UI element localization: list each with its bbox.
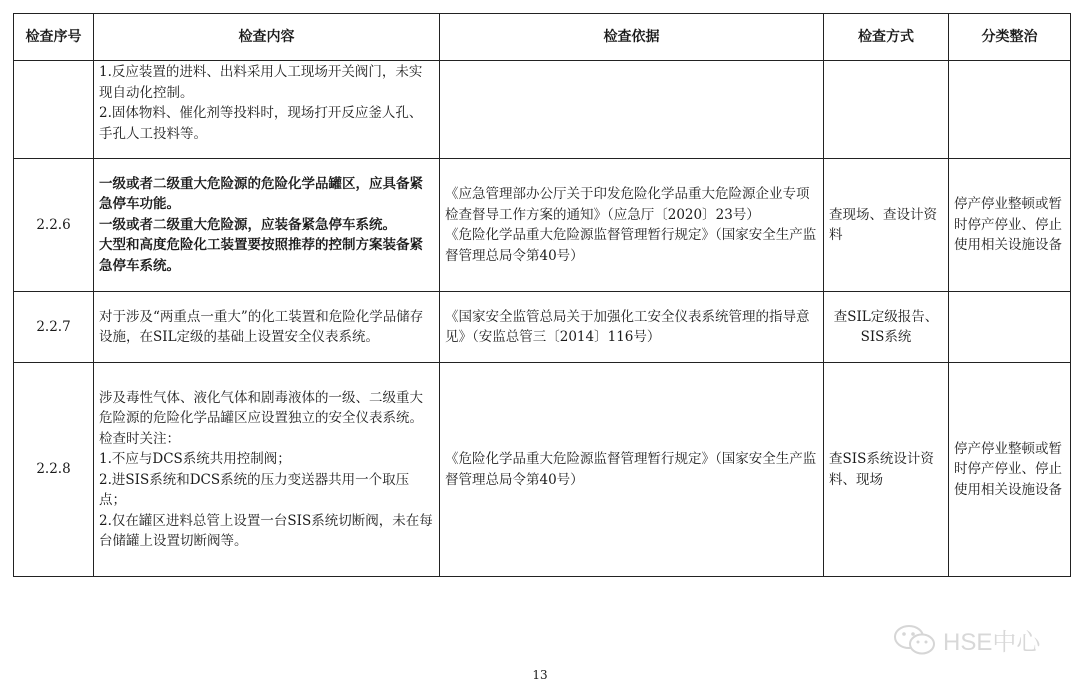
- table-row: [14, 292, 1071, 363]
- check-content: [94, 159, 440, 292]
- header-content: 检查内容: [94, 14, 440, 61]
- content-line: 检查时关注：: [99, 430, 180, 447]
- check-content: [94, 61, 440, 159]
- page-number: 13: [532, 668, 548, 682]
- header-basis: 检查依据: [440, 14, 824, 61]
- check-method: 查SIL定级报告、SIS系统: [824, 292, 949, 363]
- header-num: 检查序号: [14, 14, 94, 61]
- rectify-category: [949, 61, 1071, 159]
- content-line: 对于涉及“两重点一重大”的化工装置和危险化学品储存设施，在SIL定级的基础上设置安全仪表系统。: [99, 308, 424, 345]
- table-row: [14, 61, 1071, 159]
- content-line: 一级或者二级重大危险源，应装备紧急停车系统。: [99, 216, 396, 233]
- wechat-icon: [893, 623, 937, 657]
- check-basis: [440, 61, 824, 159]
- check-method: 查SIS系统设计资料、现场: [824, 363, 949, 577]
- table-row: [14, 363, 1071, 577]
- check-basis: [440, 292, 824, 363]
- check-content: [94, 292, 440, 363]
- rectify-category: 停产停业整顿或暂时停产停业、停止使用相关设施设备: [949, 363, 1071, 577]
- check-method: 查现场、查设计资料: [824, 159, 949, 292]
- check-method: [824, 61, 949, 159]
- check-basis: [440, 159, 824, 292]
- content-line: 1.反应装置的进料、出料采用人工现场开关阀门，未实现自动化控制。: [99, 64, 423, 101]
- header-rectify: 分类整治: [949, 14, 1071, 61]
- row-number: [14, 61, 94, 159]
- check-content: [94, 363, 440, 577]
- table-row: [14, 159, 1071, 292]
- content-line: 一级或者二级重大危险源的危险化学品罐区，应具备紧急停车功能。: [99, 175, 423, 213]
- watermark-text: HSE中心: [943, 629, 1041, 656]
- basis-line: 《危险化学品重大危险源监督管理暂行规定》（国家安全生产监督管理总局令第40号）: [445, 227, 817, 264]
- content-line: 2.仅在罐区进料总管上设置一台SIS系统切断阀，未在每台储罐上设置切断阀等。: [99, 512, 433, 549]
- watermark: [893, 622, 1040, 657]
- rectify-category: [949, 292, 1071, 363]
- basis-line: 《危险化学品重大危险源监督管理暂行规定》（国家安全生产监督管理总局令第40号）: [445, 451, 817, 488]
- basis-line: 《应急管理部办公厅关于印发危险化学品重大危险源企业专项检查督导工作方案的通知》（应急厅〔2020〕23号）: [445, 186, 810, 223]
- row-number: 2.2.7: [14, 292, 94, 363]
- basis-line: 《国家安全监管总局关于加强化工安全仪表系统管理的指导意见》（安监总管三〔2014〕116号）: [445, 308, 810, 345]
- check-basis: [440, 363, 824, 577]
- rectify-category: 停产停业整顿或暂时停产停业、停止使用相关设施设备: [949, 159, 1071, 292]
- content-line: 1.不应与DCS系统共用控制阀；: [99, 451, 291, 467]
- inspection-table: [13, 13, 1071, 577]
- content-line: 大型和高度危险化工装置要按照推荐的控制方案装备紧急停车系统。: [99, 237, 423, 274]
- table-header-row: [14, 14, 1071, 61]
- header-method: 检查方式: [824, 14, 949, 61]
- content-line: 涉及毒性气体、液化气体和剧毒液体的一级、二级重大危险源的危险化学品罐区应设置独立的安全仪表系统。: [99, 389, 423, 426]
- content-line: 2.进SIS系统和DCS系统的压力变送器共用一个取压点；: [99, 471, 410, 508]
- row-number: 2.2.6: [14, 159, 94, 292]
- row-number: 2.2.8: [14, 363, 94, 577]
- content-line: 2.固体物料、催化剂等投料时，现场打开反应釜人孔、手孔人工投料等。: [99, 105, 423, 142]
